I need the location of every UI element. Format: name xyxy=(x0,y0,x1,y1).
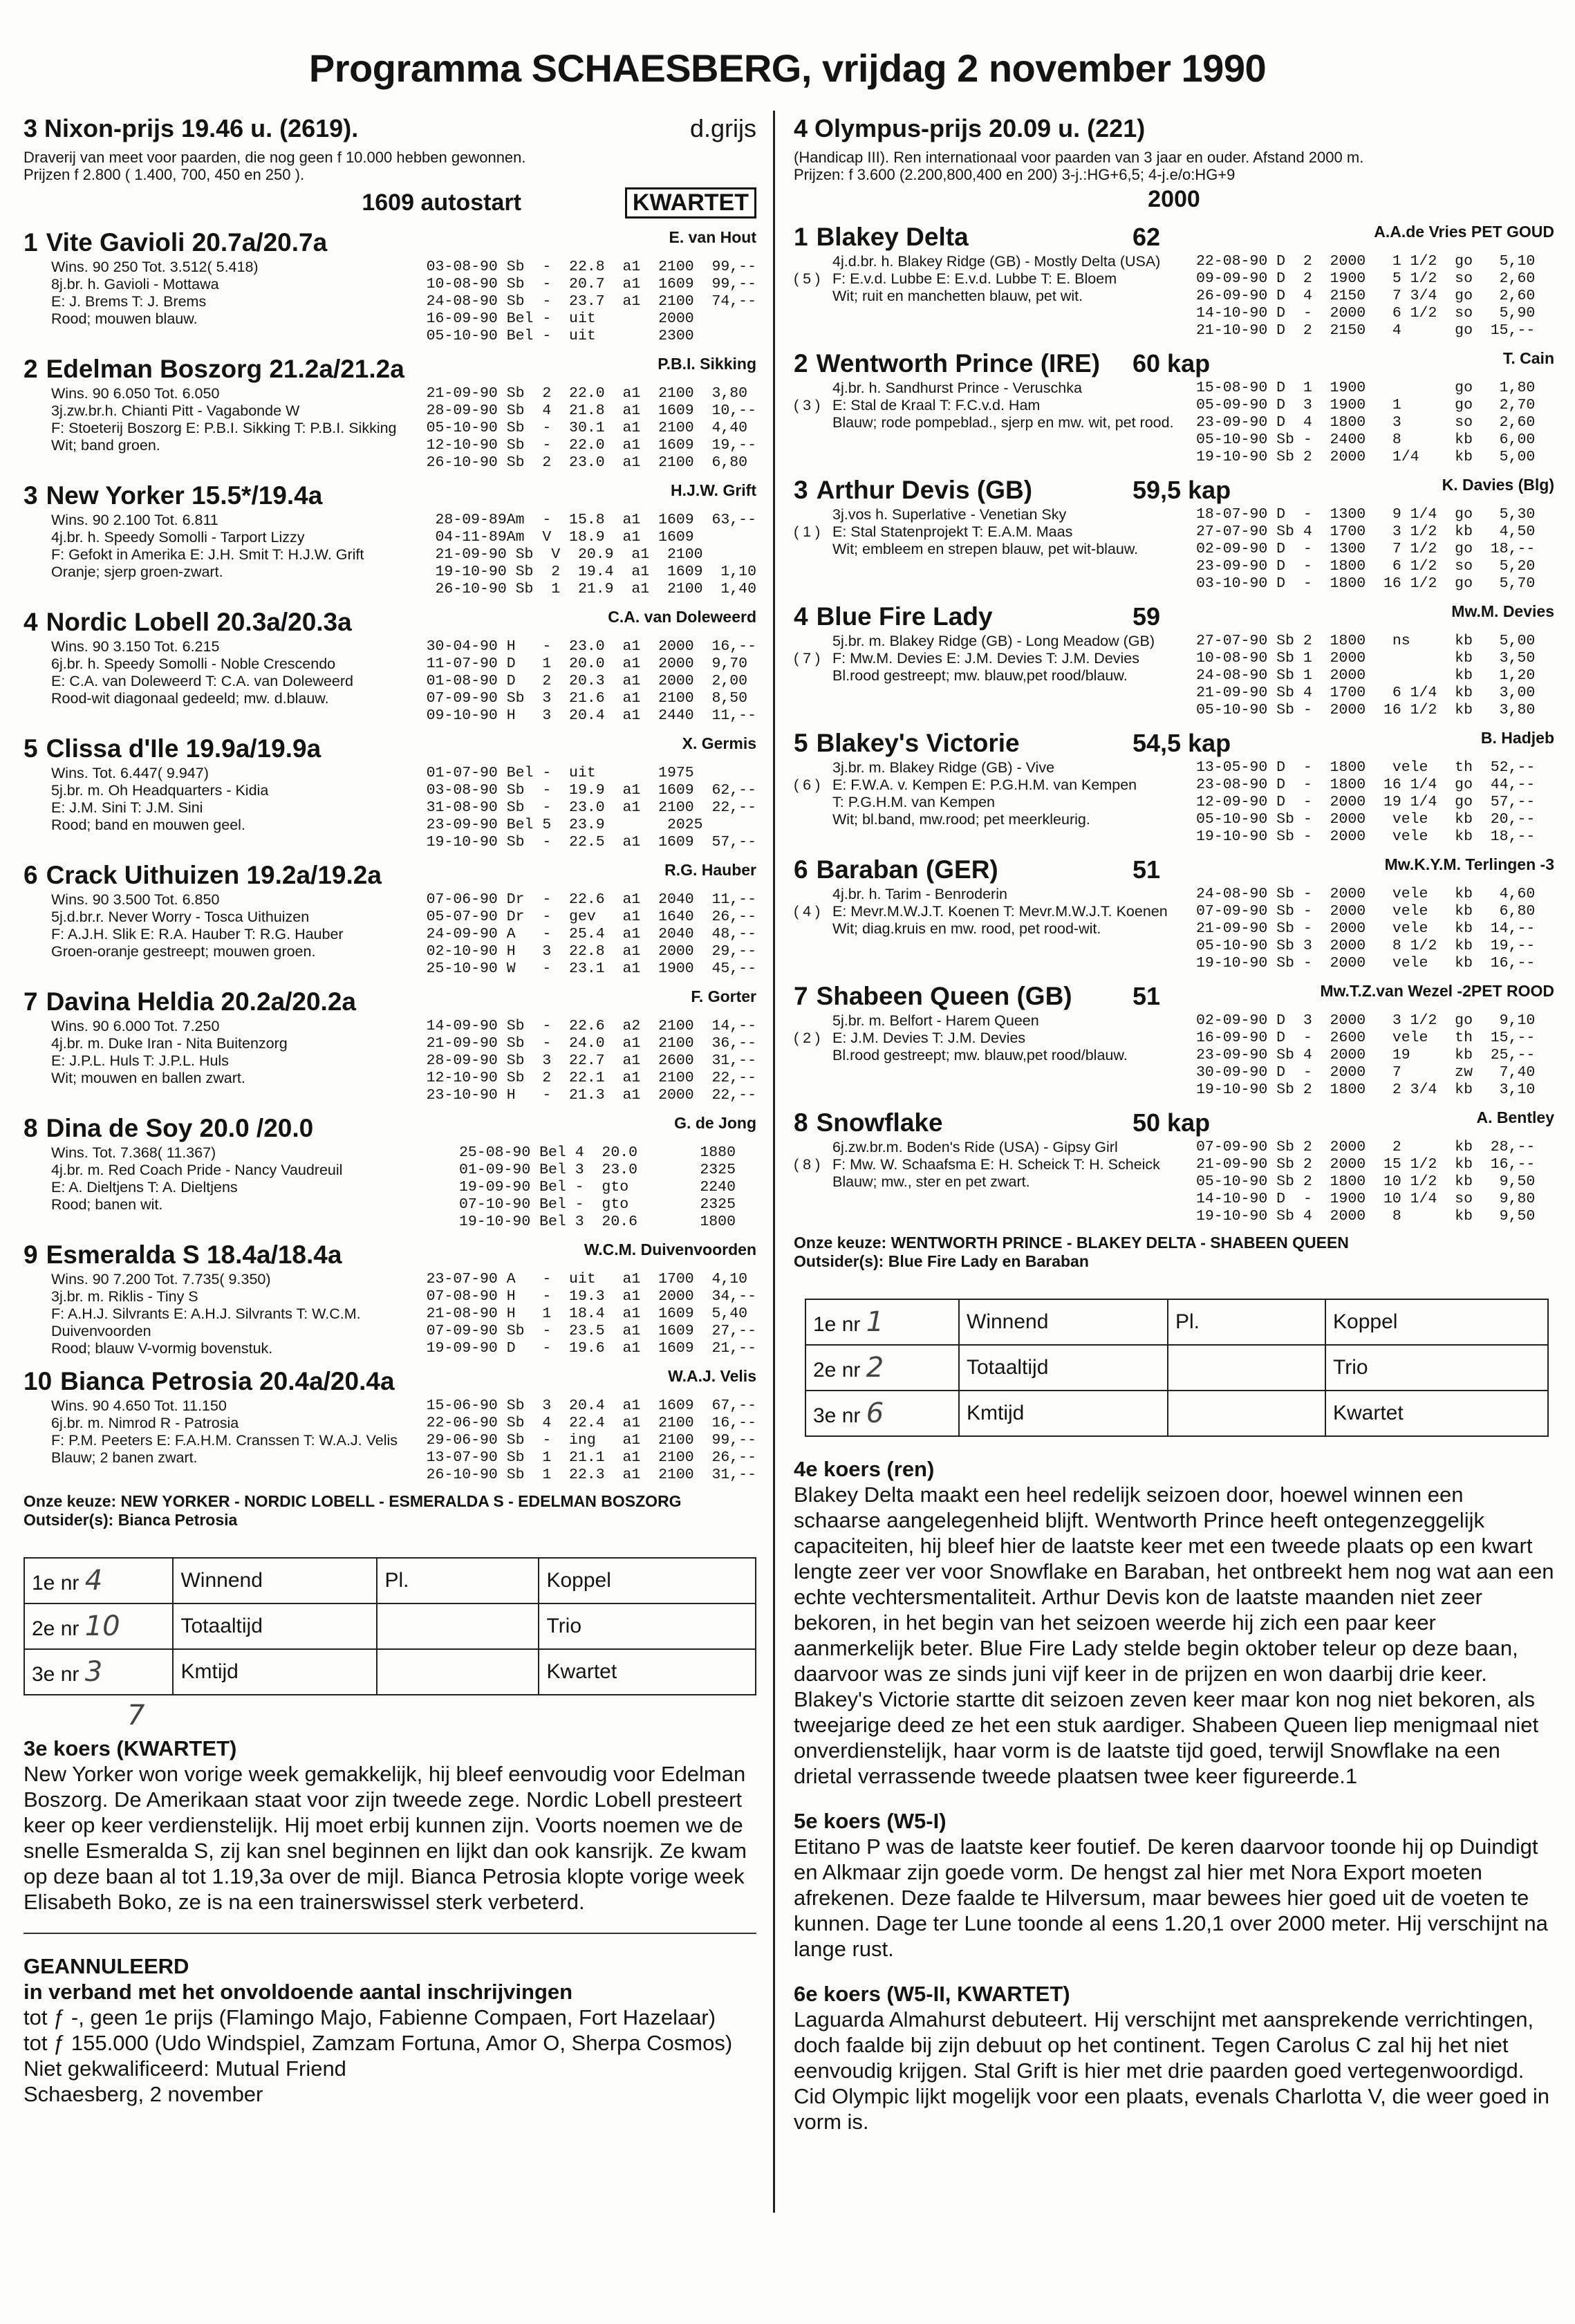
horse-details xyxy=(794,1012,1554,1099)
race-3-header xyxy=(24,114,756,143)
recent-starts: 15-06-90 Sb 3 20.4 a1 1609 67,-- 22-06-90 Sb 4 22.4 a1 2100 16,-- 29-06-90 Sb - ing a1 2100 99,-- 13-07-90 Sb 1 21.1 a1 2100 26,-- 26-10-90 Sb 1 22.3 a1 2100 31,-- xyxy=(426,1397,756,1483)
empty-cell xyxy=(1168,1391,1325,1436)
jockey-name: Mw.K.Y.M. Terlingen -3 xyxy=(1384,855,1554,873)
race-4-distance: 2000 xyxy=(1148,186,1200,212)
horse-details xyxy=(24,385,756,472)
horse-entry xyxy=(794,729,1554,846)
horse-number: 10 xyxy=(24,1367,53,1395)
cancelled-heading: GEANNULEERD xyxy=(24,1954,189,1978)
recent-starts: 22-08-90 D 2 2000 1 1/2 go 5,10 09-09-90 D 2 1900 5 1/2 so 2,60 26-09-90 D 4 2150 7 3/4 go 2,60 14-10-90 D - 2000 6 1/2 so 5,90 21-10-90 D 2 2150 4 go 15,-- xyxy=(1196,253,1536,339)
horse-info xyxy=(794,506,1181,593)
horse-number: 9 xyxy=(24,1240,38,1269)
post-position: ( 8 ) xyxy=(794,1156,821,1173)
horse-name-line xyxy=(24,1367,395,1396)
horse-details xyxy=(24,1397,756,1484)
empty-cell xyxy=(377,1649,539,1695)
result-row-3 xyxy=(805,1391,959,1436)
handwritten-number: 3 xyxy=(84,1656,103,1688)
horse-number: 4 xyxy=(24,608,38,636)
race-4-result-table xyxy=(805,1299,1549,1437)
horse-number: 7 xyxy=(794,982,808,1010)
horse-info: Wins. Tot. 7.368( 11.367) 4j.br. m. Red Coach Pride - Nancy Vaudreuil E: A. Dieltjens T: A. Dieltjens Rood; banen wit. xyxy=(51,1144,343,1213)
race-4-cond-1: (Handicap III). Ren internationaal voor paarden van 3 jaar en ouder. Afstand 2000 m. xyxy=(794,149,1364,166)
winnend-cell: Winnend xyxy=(959,1299,1168,1345)
horse-name: Wentworth Prince (IRE) xyxy=(816,349,1101,378)
horse-number: 6 xyxy=(794,855,808,884)
horse-name-line xyxy=(794,729,1020,758)
horse-info-text: 4j.br. h. Tarim - Benroderin E: Mevr.M.W.J.T. Koenen T: Mevr.M.W.J.T. Koenen Wit; diag.kruis en mw. rood, pet rood-wit. xyxy=(832,886,1168,937)
horse-heading xyxy=(24,1114,756,1143)
recent-starts: 07-06-90 Dr - 22.6 a1 2040 11,-- 05-07-90 Dr - gev a1 1640 26,-- 24-09-90 A - 25.4 a1 2040 48,-- 02-10-90 H 3 22.8 a1 2000 29,-- 25-10-90 W - 23.1 a1 1900 45,-- xyxy=(426,891,756,977)
column-divider xyxy=(773,111,775,2213)
horse-details xyxy=(794,1139,1554,1225)
recent-starts: 14-09-90 Sb - 22.6 a2 2100 14,-- 21-09-90 Sb - 24.0 a1 2100 36,-- 28-09-90 Sb 3 22.7 a1 2600 31,-- 12-10-90 Sb 2 22.1 a1 2100 22,-- 23-10-90 H - 21.3 a1 2000 22,-- xyxy=(426,1018,756,1104)
kwartet-cell: Kwartet xyxy=(539,1649,756,1695)
driver-name: F. Gorter xyxy=(691,987,756,1005)
horse-info: Wins. 90 250 Tot. 3.512( 5.418) 8j.br. h. Gavioli - Mottawa E: J. Brems T: J. Brems Rood; mouwen blauw. xyxy=(51,259,259,327)
horse-name: Esmeralda S 18.4a/18.4a xyxy=(46,1240,342,1269)
race-3-result-table xyxy=(24,1557,756,1695)
post-position: ( 4 ) xyxy=(794,903,821,920)
driver-name: W.A.J. Velis xyxy=(668,1367,756,1385)
horse-number: 3 xyxy=(794,476,808,504)
recent-starts: 28-09-89Am - 15.8 a1 1609 63,-- 04-11-89Am V 18.9 a1 1609 21-09-90 Sb V 20.9 a1 2100 19-10-90 Sb 2 19.4 a1 1609 1,10 26-10-90 Sb 1 21.9 a1 2100 1,40 xyxy=(435,512,756,597)
empty-cell xyxy=(377,1603,539,1649)
horse-info: Wins. 90 6.000 Tot. 7.250 4j.br. m. Duke Iran - Nita Buitenzorg E: J.P.L. Huls T: J.P.L. Huls Wit; mouwen en ballen zwart. xyxy=(51,1018,288,1086)
article-race-3 xyxy=(24,1736,756,1915)
article-body: Laguarda Almahurst debuteert. Hij verschijnt met aansprekende verrichtingen, doch faalde bij zijn debuut op het continent. Tegen Carolus C zal hij het niet eenvoudig krijgen. Stal Grift is hier met drie paarden goed vertegenwoordigd. Cid Olympic lijkt mogelijk voor een plaats, evenals Charlotta V, die weer goed in vorm is. xyxy=(794,2007,1550,2134)
race-3-conditions xyxy=(24,149,756,183)
driver-name: W.C.M. Duivenvoorden xyxy=(584,1240,756,1258)
row-label: 2e nr xyxy=(32,1617,80,1640)
horse-number: 1 xyxy=(24,228,38,257)
horse-number: 3 xyxy=(24,481,38,510)
recent-starts: 13-05-90 D - 1800 vele th 52,-- 23-08-90 D - 1800 16 1/4 go 44,-- 12-09-90 D - 2000 19 1/4 go 57,-- 05-10-90 Sb - 2000 vele kb 20,-- 19-10-90 Sb - 2000 vele kb 18,-- xyxy=(1196,759,1536,845)
horse-info-text: 6j.zw.br.m. Boden's Ride (USA) - Gipsy Girl F: Mw. W. Schaafsma E: H. Scheick T: H. Scheick Blauw; mw., ster en pet zwart. xyxy=(832,1139,1160,1190)
horse-name: Crack Uithuizen 19.2a/19.2a xyxy=(46,861,382,889)
separator-line xyxy=(24,1933,756,1934)
horse-entry xyxy=(24,987,756,1104)
race-3-choice: Onze keuze: NEW YORKER - NORDIC LOBELL - ESMERALDA S - EDELMAN BOSZORG xyxy=(24,1492,682,1510)
driver-name: C.A. van Doleweerd xyxy=(608,608,756,626)
horse-number: 6 xyxy=(24,861,38,889)
horse-info-text: 4j.br. h. Sandhurst Prince - Veruschka E: Stal de Kraal T: F.C.v.d. Ham Blauw; rode pompeblad., sjerp en mw. wit, pet rood. xyxy=(832,380,1174,431)
article-heading: 5e koers (W5-I) xyxy=(794,1809,947,1833)
post-position: ( 5 ) xyxy=(794,270,821,287)
recent-starts: 23-07-90 A - uit a1 1700 4,10 07-08-90 H - 19.3 a1 2000 34,-- 21-08-90 H 1 18.4 a1 1609 5,40 07-09-90 Sb - 23.5 a1 1609 27,-- 19-09-90 D - 19.6 a1 1609 21,-- xyxy=(426,1271,756,1357)
kwartet-cell: Kwartet xyxy=(1325,1391,1548,1436)
horse-name-line xyxy=(794,602,993,631)
race-3-color: d.grijs xyxy=(689,114,756,142)
handwritten-number: 6 xyxy=(866,1397,884,1429)
horse-number: 1 xyxy=(794,223,808,251)
result-row-1 xyxy=(24,1558,173,1603)
horse-entry xyxy=(24,734,756,851)
horse-info xyxy=(794,380,1181,466)
winnend-cell: Winnend xyxy=(173,1558,377,1603)
article-body: Etitano P was de laatste keer foutief. De keren daarvoor toonde hij op Duindigt en Alkmaar zijn goede vorm. De hengst zal hier met Nora Export moeten afrekenen. Deze faalde te Hilversum, maar bewees hier goed uit de voeten te kunnen. Dage ter Lune toonde al eens 1.20,1 over 2000 meter. Hij verschijnt na lange rust. xyxy=(794,1834,1548,1961)
post-position: ( 6 ) xyxy=(794,777,821,793)
horse-name-line xyxy=(24,228,327,257)
row-label: 1e nr xyxy=(32,1572,80,1595)
horse-weight: 54,5 kap xyxy=(1133,729,1231,757)
row-label: 1e nr xyxy=(813,1313,861,1336)
horse-entry xyxy=(24,1240,756,1357)
race-3-subheader xyxy=(24,187,756,219)
article-race-4 xyxy=(794,1456,1554,1789)
horse-details xyxy=(24,1144,756,1231)
horse-weight: 59,5 kap xyxy=(1133,476,1231,504)
horse-name-line xyxy=(794,223,969,252)
horse-name-line xyxy=(24,355,404,384)
recent-starts: 25-08-90 Bel 4 20.0 1880 01-09-90 Bel 3 23.0 2325 19-09-90 Bel - gto 2240 07-10-90 Bel - gto 2325 19-10-90 Bel 3 20.6 1800 xyxy=(459,1144,736,1230)
horse-info: Wins. Tot. 6.447( 9.947) 5j.br. m. Oh Headquarters - Kidia E: J.M. Sini T: J.M. Sini Rood; band en mouwen geel. xyxy=(51,765,269,833)
driver-name: R.G. Hauber xyxy=(664,861,756,879)
horse-weight: 62 xyxy=(1133,223,1161,251)
result-row-2 xyxy=(805,1345,959,1391)
trio-cell: Trio xyxy=(539,1603,756,1649)
horse-info xyxy=(794,759,1181,846)
horse-name: Edelman Boszorg 21.2a/21.2a xyxy=(46,355,404,383)
driver-name: X. Germis xyxy=(682,734,756,752)
horse-heading xyxy=(794,349,1554,378)
horse-heading xyxy=(24,734,756,763)
horse-heading xyxy=(794,855,1554,884)
horse-details xyxy=(794,633,1554,719)
horse-info xyxy=(794,633,1181,719)
horse-name: Arthur Devis (GB) xyxy=(816,476,1033,504)
jockey-name: K. Davies (Blg) xyxy=(1442,476,1554,494)
horse-info xyxy=(794,1012,1181,1099)
horse-name: Bianca Petrosia 20.4a/20.4a xyxy=(60,1367,395,1395)
race-4-outsider: Outsider(s): Blue Fire Lady en Baraban xyxy=(794,1252,1089,1270)
horse-info: Wins. 90 2.100 Tot. 6.811 4j.br. h. Speedy Somolli - Tarport Lizzy F: Gefokt in Amerika E: J.H. Smit T: H.J.W. Grift Oranje; sjerp groen-zwart. xyxy=(51,512,364,580)
kmtijd-cell: Kmtijd xyxy=(173,1649,377,1695)
article-heading: 4e koers (ren) xyxy=(794,1457,935,1481)
horse-number: 5 xyxy=(24,734,38,763)
horse-number: 2 xyxy=(24,355,38,383)
horse-details xyxy=(794,380,1554,466)
horse-name: Blakey Delta xyxy=(816,223,969,251)
horse-weight: 51 xyxy=(1133,855,1161,884)
horse-heading xyxy=(794,982,1554,1011)
row-label: 2e nr xyxy=(813,1359,861,1382)
race-3-title: 3 Nixon-prijs 19.46 u. (2619). xyxy=(24,114,359,142)
race-3-column xyxy=(24,114,756,2107)
horse-number: 8 xyxy=(24,1114,38,1142)
horse-name: Dina de Soy 20.0 /20.0 xyxy=(46,1114,314,1142)
horse-info-text: 5j.br. m. Blakey Ridge (GB) - Long Meadow (GB) F: Mw.M. Devies E: J.M. Devies T: J.M. Devies Bl.rood gestreept; mw. blauw,pet rood/blauw. xyxy=(832,633,1155,684)
recent-starts: 30-04-90 H - 23.0 a1 2000 16,-- 11-07-90 D 1 20.0 a1 2000 9,70 01-08-90 D 2 20.3 a1 2000 2,00 07-09-90 Sb 3 21.6 a1 2100 8,50 09-10-90 H 3 20.4 a1 2440 11,-- xyxy=(426,638,756,724)
horse-details xyxy=(24,638,756,725)
horse-info: Wins. 90 3.500 Tot. 6.850 5j.d.br.r. Never Worry - Tosca Uithuizen F: A.J.H. Slik E: R.A. Hauber T: R.G. Hauber Groen-oranje gestreept; mouwen groen. xyxy=(51,891,344,960)
horse-details xyxy=(24,259,756,345)
horse-info-text: 3j.vos h. Superlative - Venetian Sky E: Stal Statenprojekt T: E.A.M. Maas Wit; embleem en strepen blauw, pet wit-blauw. xyxy=(832,506,1139,557)
horse-number: 8 xyxy=(794,1108,808,1137)
horse-heading xyxy=(794,476,1554,505)
empty-cell xyxy=(1168,1345,1325,1391)
pl-cell: Pl. xyxy=(1168,1299,1325,1345)
race-3-outsider: Outsider(s): Bianca Petrosia xyxy=(24,1511,238,1529)
horse-name-line xyxy=(794,855,998,884)
horse-details xyxy=(24,1018,756,1104)
cancelled-subheading: in verband met het onvoldoende aantal inschrijvingen xyxy=(24,1980,573,2004)
horse-heading xyxy=(24,481,756,510)
horse-name-line xyxy=(24,861,382,890)
horse-name: Clissa d'Ile 19.9a/19.9a xyxy=(46,734,321,763)
post-position: ( 2 ) xyxy=(794,1030,821,1046)
post-position: ( 7 ) xyxy=(794,650,821,667)
race-4-choice: Onze keuze: WENTWORTH PRINCE - BLAKEY DELTA - SHABEEN QUEEN xyxy=(794,1234,1349,1252)
horse-info xyxy=(794,1139,1181,1225)
result-row-1 xyxy=(805,1299,959,1345)
horse-details xyxy=(24,1271,756,1357)
horse-name-line xyxy=(794,982,1072,1011)
horse-name: Vite Gavioli 20.7a/20.7a xyxy=(46,228,328,257)
article-heading: 6e koers (W5-II, KWARTET) xyxy=(794,1982,1070,2006)
horse-details xyxy=(24,512,756,598)
post-position: ( 1 ) xyxy=(794,523,821,540)
horse-name-line xyxy=(794,476,1032,505)
horse-heading xyxy=(794,602,1554,631)
horse-entry xyxy=(24,861,756,978)
race-3-pick xyxy=(24,1492,756,1530)
horse-details xyxy=(24,891,756,978)
horse-info: Wins. 90 7.200 Tot. 7.735( 9.350) 3j.br. m. Riklis - Tiny S F: A.H.J. Silvrants E: A.H.J. Silvrants T: W.C.M. Duivenvoorden Rood; blauw V-vormig bovenstuk. xyxy=(51,1271,361,1357)
horse-entry xyxy=(794,476,1554,593)
horse-heading xyxy=(794,1108,1554,1137)
handwritten-number: 4 xyxy=(84,1565,103,1597)
horse-info-text: 3j.br. m. Blakey Ridge (GB) - Vive E: F.W.A. v. Kempen E: P.G.H.M. van Kempen T: P.G.H.M. van Kempen Wit; bl.band, mw.rood; pet meerkleurig. xyxy=(832,759,1137,828)
horse-heading xyxy=(24,1240,756,1270)
race-4-header xyxy=(794,114,1554,143)
horse-name: Blue Fire Lady xyxy=(816,602,993,631)
horse-entry xyxy=(24,608,756,725)
driver-name: H.J.W. Grift xyxy=(671,481,756,499)
article-body: New Yorker won vorige week gemakkelijk, hij bleef eenvoudig voor Edelman Boszorg. De Amerikaan staat voor zijn tweede zege. Nordic Lobell presteert keer op keer verdienstelijk. Hij moet erbij kunnen zijn. Voorts noemen we de snelle Esmeralda S, zij kan snel beginnen en lijkt dan ook kansrijk. Ze kwam op deze baan al tot 1.19,3a over de mijl. Bianca Petrosia klopte vorige week Elisabeth Boko, ze is na een trainerswissel sterk verbeterd. xyxy=(24,1762,747,1914)
horse-entry xyxy=(794,602,1554,719)
jockey-name: A.A.de Vries PET GOUD xyxy=(1374,223,1554,241)
horse-name-line xyxy=(24,481,322,510)
horse-entry xyxy=(794,1108,1554,1225)
pl-cell: Pl. xyxy=(377,1558,539,1603)
horse-name: Nordic Lobell 20.3a/20.3a xyxy=(46,608,352,636)
jockey-name: Mw.T.Z.van Wezel -2PET ROOD xyxy=(1320,982,1554,1000)
race-3-horse-list xyxy=(24,228,756,1484)
race-4-conditions xyxy=(794,149,1554,183)
horse-heading xyxy=(24,355,756,384)
horse-info xyxy=(794,886,1181,972)
horse-details xyxy=(794,886,1554,972)
horse-number: 2 xyxy=(794,349,808,378)
horse-entry xyxy=(24,228,756,345)
horse-details xyxy=(24,765,756,851)
race-4-column xyxy=(794,114,1554,2135)
recent-starts: 21-09-90 Sb 2 22.0 a1 2100 3,80 28-09-90 Sb 4 21.8 a1 1609 10,-- 05-10-90 Sb - 30.1 a1 2100 4,40 12-10-90 Sb - 22.0 a1 1609 19,-- 26-10-90 Sb 2 23.0 a1 2100 6,80 xyxy=(426,385,756,471)
result-row-3 xyxy=(24,1649,173,1695)
horse-name-line xyxy=(24,608,352,637)
kwartet-box: KWARTET xyxy=(625,187,756,219)
driver-name: P.B.I. Sikking xyxy=(658,355,756,373)
horse-name-line xyxy=(24,1240,342,1270)
article-race-5 xyxy=(794,1808,1554,1962)
handwritten-extra: 7 xyxy=(127,1700,145,1731)
race-4-cond-2: Prijzen: f 3.600 (2.200,800,400 en 200) 3-j.:HG+6,5; 4-j.e/o:HG+9 xyxy=(794,166,1236,183)
totaaltijd-cell: Totaaltijd xyxy=(173,1603,377,1649)
post-position: ( 3 ) xyxy=(794,397,821,413)
horse-info-text: 4j.d.br. h. Blakey Ridge (GB) - Mostly Delta (USA) F: E.v.d. Lubbe E: E.v.d. Lubbe T: E. Bloem Wit; ruit en manchetten blauw, pet wit. xyxy=(832,253,1161,304)
driver-name: E. van Hout xyxy=(669,228,756,246)
race-4-pick xyxy=(794,1234,1554,1271)
driver-name: G. de Jong xyxy=(674,1114,756,1132)
horse-details xyxy=(794,506,1554,593)
horse-number: 4 xyxy=(794,602,808,631)
row-label: 3e nr xyxy=(813,1404,861,1427)
horse-name-line xyxy=(24,734,321,763)
race-3-cond-1: Draverij van meet voor paarden, die nog geen f 10.000 hebben gewonnen. xyxy=(24,149,526,166)
horse-entry xyxy=(794,349,1554,466)
article-heading: 3e koers (KWARTET) xyxy=(24,1736,237,1760)
handwritten-number: 10 xyxy=(84,1610,120,1642)
recent-starts: 18-07-90 D - 1300 9 1/4 go 5,30 27-07-90 Sb 4 1700 3 1/2 kb 4,50 02-09-90 D - 1300 7 1/2 go 18,-- 23-09-90 D - 1800 6 1/2 so 5,20 03-10-90 D - 1800 16 1/2 go 5,70 xyxy=(1196,506,1536,592)
horse-entry xyxy=(24,355,756,472)
horse-details xyxy=(794,759,1554,846)
horse-name-line xyxy=(794,1108,943,1137)
horse-info: Wins. 90 4.650 Tot. 11.150 6j.br. m. Nimrod R - Patrosia F: P.M. Peeters E: F.A.H.M. Cranssen T: W.A.J. Velis Blauw; 2 banen zwart. xyxy=(51,1397,398,1466)
horse-weight: 60 kap xyxy=(1133,349,1211,378)
horse-weight: 50 kap xyxy=(1133,1108,1211,1137)
horse-entry xyxy=(24,1367,756,1484)
horse-heading xyxy=(794,223,1554,252)
jockey-name: B. Hadjeb xyxy=(1480,729,1554,747)
koppel-cell: Koppel xyxy=(1325,1299,1548,1345)
horse-name-line xyxy=(24,987,356,1016)
horse-heading xyxy=(24,228,756,257)
page-title: Programma SCHAESBERG, vrijdag 2 november 1990 xyxy=(308,46,1267,90)
article-body: Blakey Delta maakt een heel redelijk seizoen door, hoewel winnen een schaarse aangelegenheid blijft. Wentworth Prince heeft ontegenzeggelijk capaciteiten, hij bleef hier de laatste keer met een tweede plaats op een kwart lengte zeer ver voor Snowflake en Baraban, het ontbreekt hem nog wat aan een echte vechtersmentaliteit. Arthur Devis kon de laatste maanden niet zeer bekoren, in het begin van het seizoen weerde hij zich een paar keer aanmerkelijk beter. Blue Fire Lady stelde begin oktober teleur op deze baan, daarvoor was ze sinds juni vijf keer in de prijzen en won daarbij drie keer. Blakey's Victorie startte dit seizoen zeven keer maar kon nog niet bekoren, als tweejarige deed ze het een stuk aardiger. Shabeen Queen liep menigmaal niet onverdienstelijk, haar vorm is de laatste tijd goed, terwijl Snowflake na een drietal verrassende tweede plaatsen twee keer figureerde.1 xyxy=(794,1482,1554,1788)
horse-heading xyxy=(24,987,756,1016)
cancelled-body: tot ƒ -, geen 1e prijs (Flamingo Majo, Fabienne Compaen, Fort Hazelaar) tot ƒ 155.000 (Udo Windspiel, Zamzam Fortuna, Amor O, Sherpa Cosmos) Niet gekwalificeerd: Mutual Friend Schaesberg, 2 november xyxy=(24,2005,733,2106)
recent-starts: 24-08-90 Sb - 2000 vele kb 4,60 07-09-90 Sb - 2000 vele kb 6,80 21-09-90 Sb - 2000 vele kb 14,-- 05-10-90 Sb 3 2000 8 1/2 kb 19,-- 19-10-90 Sb - 2000 vele kb 16,-- xyxy=(1196,886,1536,972)
horse-weight: 51 xyxy=(1133,982,1161,1010)
horse-entry xyxy=(794,982,1554,1099)
horse-info: Wins. 90 3.150 Tot. 6.215 6j.br. h. Speedy Somolli - Noble Crescendo E: C.A. van Doleweerd T: C.A. van Doleweerd Rood-wit diagonaal gedeeld; mw. d.blauw. xyxy=(51,638,353,707)
horse-name-line xyxy=(24,1114,313,1143)
jockey-name: Mw.M. Devies xyxy=(1451,602,1554,620)
recent-starts: 03-08-90 Sb - 22.8 a1 2100 99,-- 10-08-90 Sb - 20.7 a1 1609 99,-- 24-08-90 Sb - 23.7 a1 2100 74,-- 16-09-90 Bel - uit 2000 05-10-90 Bel - uit 2300 xyxy=(426,259,756,344)
jockey-name: T. Cain xyxy=(1502,349,1554,367)
horse-heading xyxy=(794,729,1554,758)
totaaltijd-cell: Totaaltijd xyxy=(959,1345,1168,1391)
row-label: 3e nr xyxy=(32,1663,80,1686)
result-row-2 xyxy=(24,1603,173,1649)
horse-number: 7 xyxy=(24,987,38,1016)
trio-cell: Trio xyxy=(1325,1345,1548,1391)
horse-name: Snowflake xyxy=(816,1108,943,1137)
horse-info-text: 5j.br. m. Belfort - Harem Queen E: J.M. Devies T: J.M. Devies Bl.rood gestreept; mw. blauw,pet rood/blauw. xyxy=(832,1012,1128,1063)
article-race-6 xyxy=(794,1981,1554,2135)
race-4-horse-list xyxy=(794,223,1554,1225)
horse-info: Wins. 90 6.050 Tot. 6.050 3j.zw.br.h. Chianti Pitt - Vagabonde W F: Stoeterij Boszorg E: P.B.I. Sikking T: P.B.I. Sikking Wit; band groen. xyxy=(51,385,397,454)
horse-number: 5 xyxy=(794,729,808,757)
horse-name: New Yorker 15.5*/19.4a xyxy=(46,481,323,510)
race-3-cond-2: Prijzen f 2.800 ( 1.400, 700, 450 en 250 ). xyxy=(24,166,305,183)
horse-name: Davina Heldia 20.2a/20.2a xyxy=(46,987,356,1016)
koppel-cell: Koppel xyxy=(539,1558,756,1603)
horse-weight: 59 xyxy=(1133,602,1161,631)
recent-starts: 27-07-90 Sb 2 1800 ns kb 5,00 10-08-90 Sb 1 2000 kb 3,50 24-08-90 Sb 1 2000 kb 1,20 21-09-90 Sb 4 1700 6 1/4 kb 3,00 05-10-90 Sb - 2000 16 1/2 kb 3,80 xyxy=(1196,633,1536,718)
race-4-title: 4 Olympus-prijs 20.09 u. (221) xyxy=(794,114,1146,142)
recent-starts: 01-07-90 Bel - uit 1975 03-08-90 Sb - 19.9 a1 1609 62,-- 31-08-90 Sb - 23.0 a1 2100 22,-- 23-09-90 Bel 5 23.9 2025 19-10-90 Sb - 22.5 a1 1609 57,-- xyxy=(426,765,756,850)
jockey-name: A. Bentley xyxy=(1476,1108,1554,1126)
horse-heading xyxy=(24,1367,756,1396)
recent-starts: 15-08-90 D 1 1900 go 1,80 05-09-90 D 3 1900 1 go 2,70 23-09-90 D 4 1800 3 so 2,60 05-10-90 Sb - 2400 8 kb 6,00 19-10-90 Sb 2 2000 1/4 kb 5,00 xyxy=(1196,380,1536,465)
horse-details xyxy=(794,253,1554,340)
horse-name: Shabeen Queen (GB) xyxy=(816,982,1072,1010)
horse-entry xyxy=(24,1114,756,1231)
horse-entry xyxy=(794,223,1554,340)
recent-starts: 07-09-90 Sb 2 2000 2 kb 28,-- 21-09-90 Sb 2 2000 15 1/2 kb 16,-- 05-10-90 Sb 2 1800 10 1/2 kb 9,50 14-10-90 D - 1900 10 1/4 so 9,80 19-10-90 Sb 4 2000 8 kb 9,50 xyxy=(1196,1139,1536,1225)
horse-name: Blakey's Victorie xyxy=(816,729,1020,757)
horse-entry xyxy=(794,855,1554,972)
horse-name-line xyxy=(794,349,1100,378)
kmtijd-cell: Kmtijd xyxy=(959,1391,1168,1436)
horse-heading xyxy=(24,608,756,637)
horse-entry xyxy=(24,481,756,598)
horse-name: Baraban (GER) xyxy=(816,855,998,884)
handwritten-number: 1 xyxy=(866,1306,884,1338)
race-3-distance: 1609 autostart xyxy=(362,189,521,216)
recent-starts: 02-09-90 D 3 2000 3 1/2 go 9,10 16-09-90 D - 2600 vele th 15,-- 23-09-90 Sb 4 2000 19 kb 25,-- 30-09-90 D - 2000 7 zw 7,40 19-10-90 Sb 2 1800 2 3/4 kb 3,10 xyxy=(1196,1012,1536,1098)
cancelled-notice xyxy=(24,1953,756,2107)
horse-heading xyxy=(24,861,756,890)
handwritten-number: 2 xyxy=(866,1352,884,1384)
horse-info xyxy=(794,253,1181,340)
